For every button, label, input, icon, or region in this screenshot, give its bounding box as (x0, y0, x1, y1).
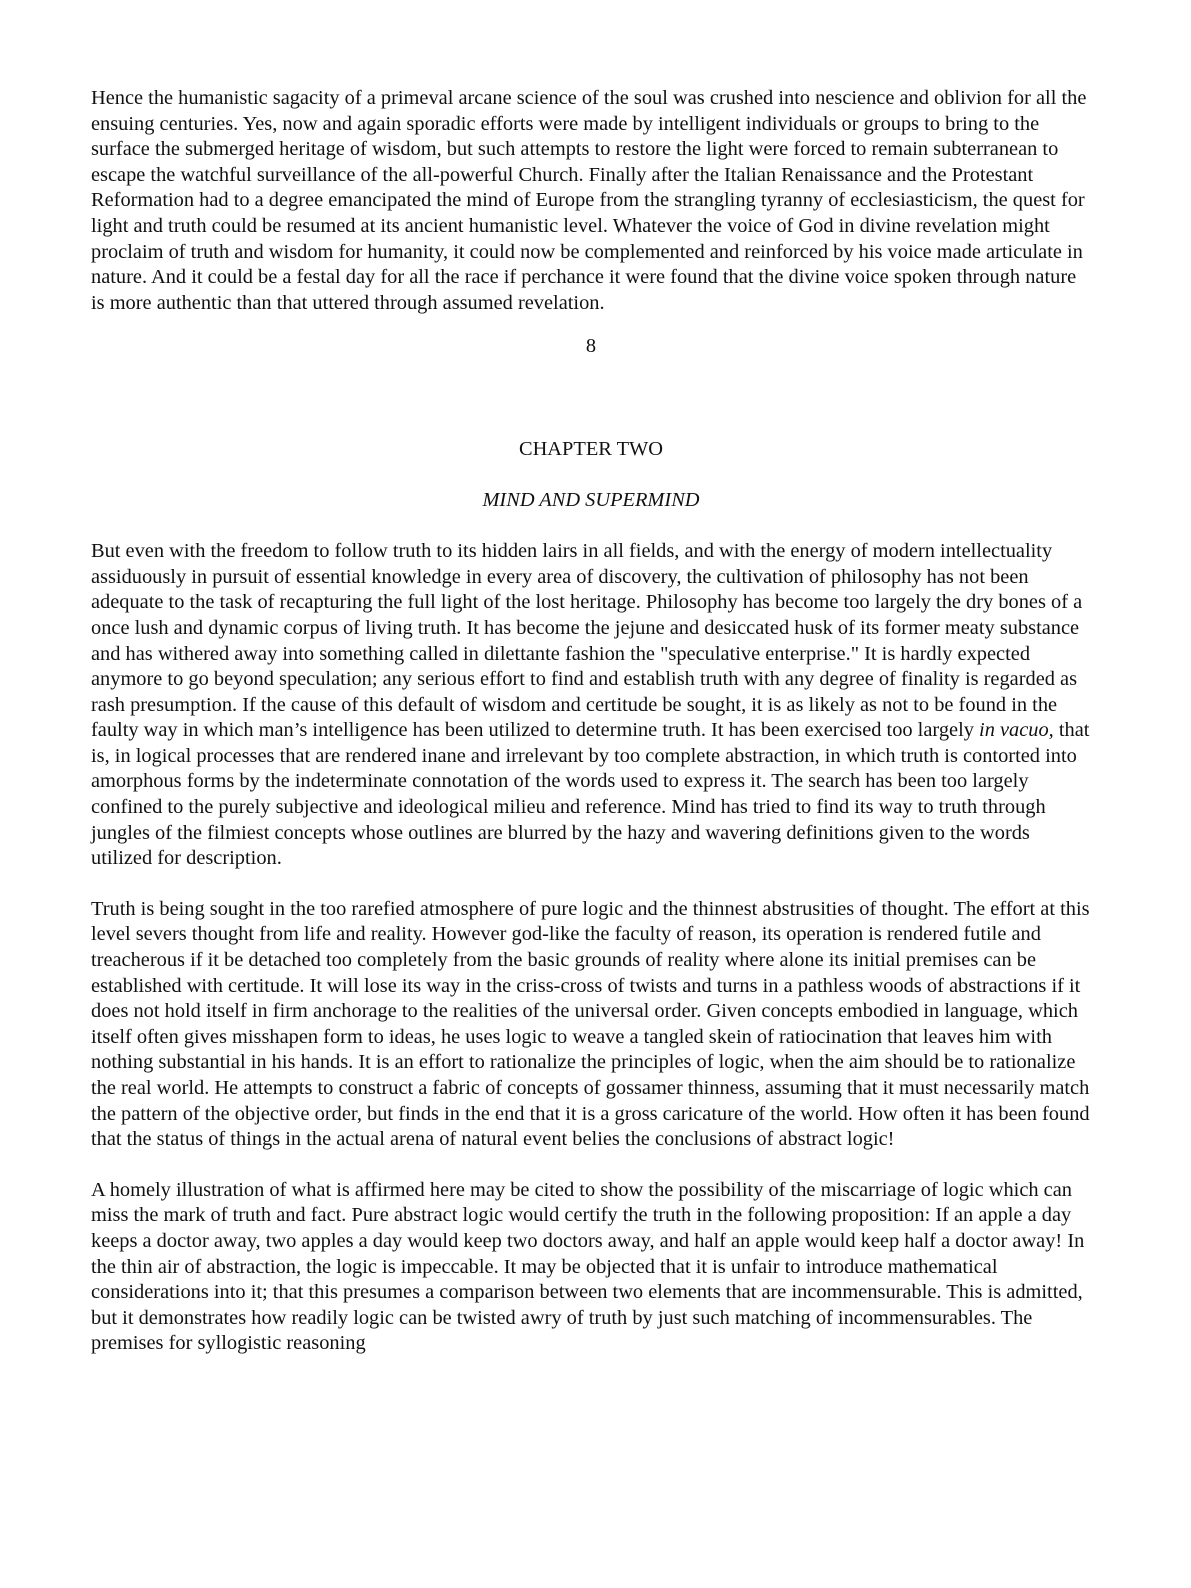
latin-phrase: in vacuo, (979, 719, 1054, 742)
body-paragraph-2: Truth is being sought in the too rarefied atmosphere of pure logic and the thinnest abstrusities of thought. The effort at this level severs thought from life and reality. However god-like the faculty of reason, its operation is rendered futile and treacherous if it be detached too completely from the basic grounds of reality where alone its initial premises can be established with certitude. It will lose its way in the criss-cross of twists and turns in a pathless woods of abstractions if it does not hold itself in firm anchorage to the realities of the universal order. Given concepts embodied in language, which itself often gives misshapen form to ideas, he uses logic to weave a tangled skein of ratiocination that leaves him with nothing substantial in his hands. It is an effort to rationalize the principles of logic, when the aim should be to rationalize the real world. He attempts to construct a fabric of concepts of gossamer thinness, assuming that it must necessarily match the pattern of the objective order, but finds in the end that it is a gross caricature of the world. How often it has been found that the status of things in the actual arena of natural event belies the conclusions of abstract logic! (91, 897, 1090, 1151)
chapter-subtitle: MIND AND SUPERMIND (482, 488, 700, 511)
document-page (91, 86, 1091, 1357)
body-paragraph-3: A homely illustration of what is affirmed here may be cited to show the possibility of the miscarriage of logic which can miss the mark of truth and fact. Pure abstract logic would certify the truth in the following proposition: If an apple a day keeps a doctor away, two apples a day would keep two doctors away, and half an apple would keep half a doctor away! In the thin air of abstraction, the logic is impeccable. It may be objected that it is unfair to introduce mathematical considerations into it; that this presumes a comparison between two elements that are incommensurable. This is admitted, but it demonstrates how readily logic can be twisted awry of truth by just such matching of incommensurables. The premises for syllogistic reasoning (91, 1178, 1085, 1355)
intro-paragraph: Hence the humanistic sagacity of a primeval arcane science of the soul was crushed into nescience and oblivion for all the ensuing centuries. Yes, now and again sporadic efforts were made by intelligent individuals or groups to bring to the surface the submerged heritage of wisdom, but such attempts to restore the light were forced to remain subterranean to escape the watchful surveillance of the all-powerful Church. Finally after the Italian Renaissance and the Protestant Reformation had to a degree emancipated the mind of Europe from the strangling tyranny of ecclesiasticism, the quest for light and truth could be resumed at its ancient humanistic level. Whatever the voice of God in divine revelation might proclaim of truth and wisdom for humanity, it could now be complemented and reinforced by his voice made articulate in nature. And it could be a festal day for all the race if perchance it were found that the divine voice spoken through nature is more authentic than that uttered through assumed revelation. (91, 87, 1087, 314)
body-paragraph-1 (91, 539, 1091, 872)
paragraph-1-text-b: that is, in logical processes that are rendered inane and irrelevant by too complete abstraction, in which truth is contorted into amorphous forms by the indeterminate connotation of the words used to express it. The search has been too largely confined to the purely subjective and ideological milieu and reference. Mind has tried to find its way to truth through jungles of the filmiest concepts whose outlines are blurred by the hazy and wavering definitions given to the words utilized for description. (91, 719, 1090, 870)
chapter-title: CHAPTER TWO (518, 437, 664, 460)
page-number: 8 (585, 335, 597, 358)
paragraph-1-text-a: But even with the freedom to follow truth to its hidden lairs in all fields, and with the energy of modern intellectuality assiduously in pursuit of essential knowledge in every area of discovery, the cultivation of philosophy has not been adequate to the task of recapturing the full light of the lost heritage. Philosophy has become too largely the dry bones of a once lush and dynamic corpus of living truth. It has become the jejune and desiccated husk of its former meaty substance and has withered away into something called in dilettante fashion the "speculative enterprise." It is hardly expected anymore to go beyond speculation; any serious effort to find and establish truth with any degree of finality is regarded as rash presumption. If the cause of this default of wisdom and certitude be sought, it is as likely as not to be found in the faulty way in which man’s intelligence has been utilized to determine truth. It has been exercised too largely (91, 540, 1083, 742)
